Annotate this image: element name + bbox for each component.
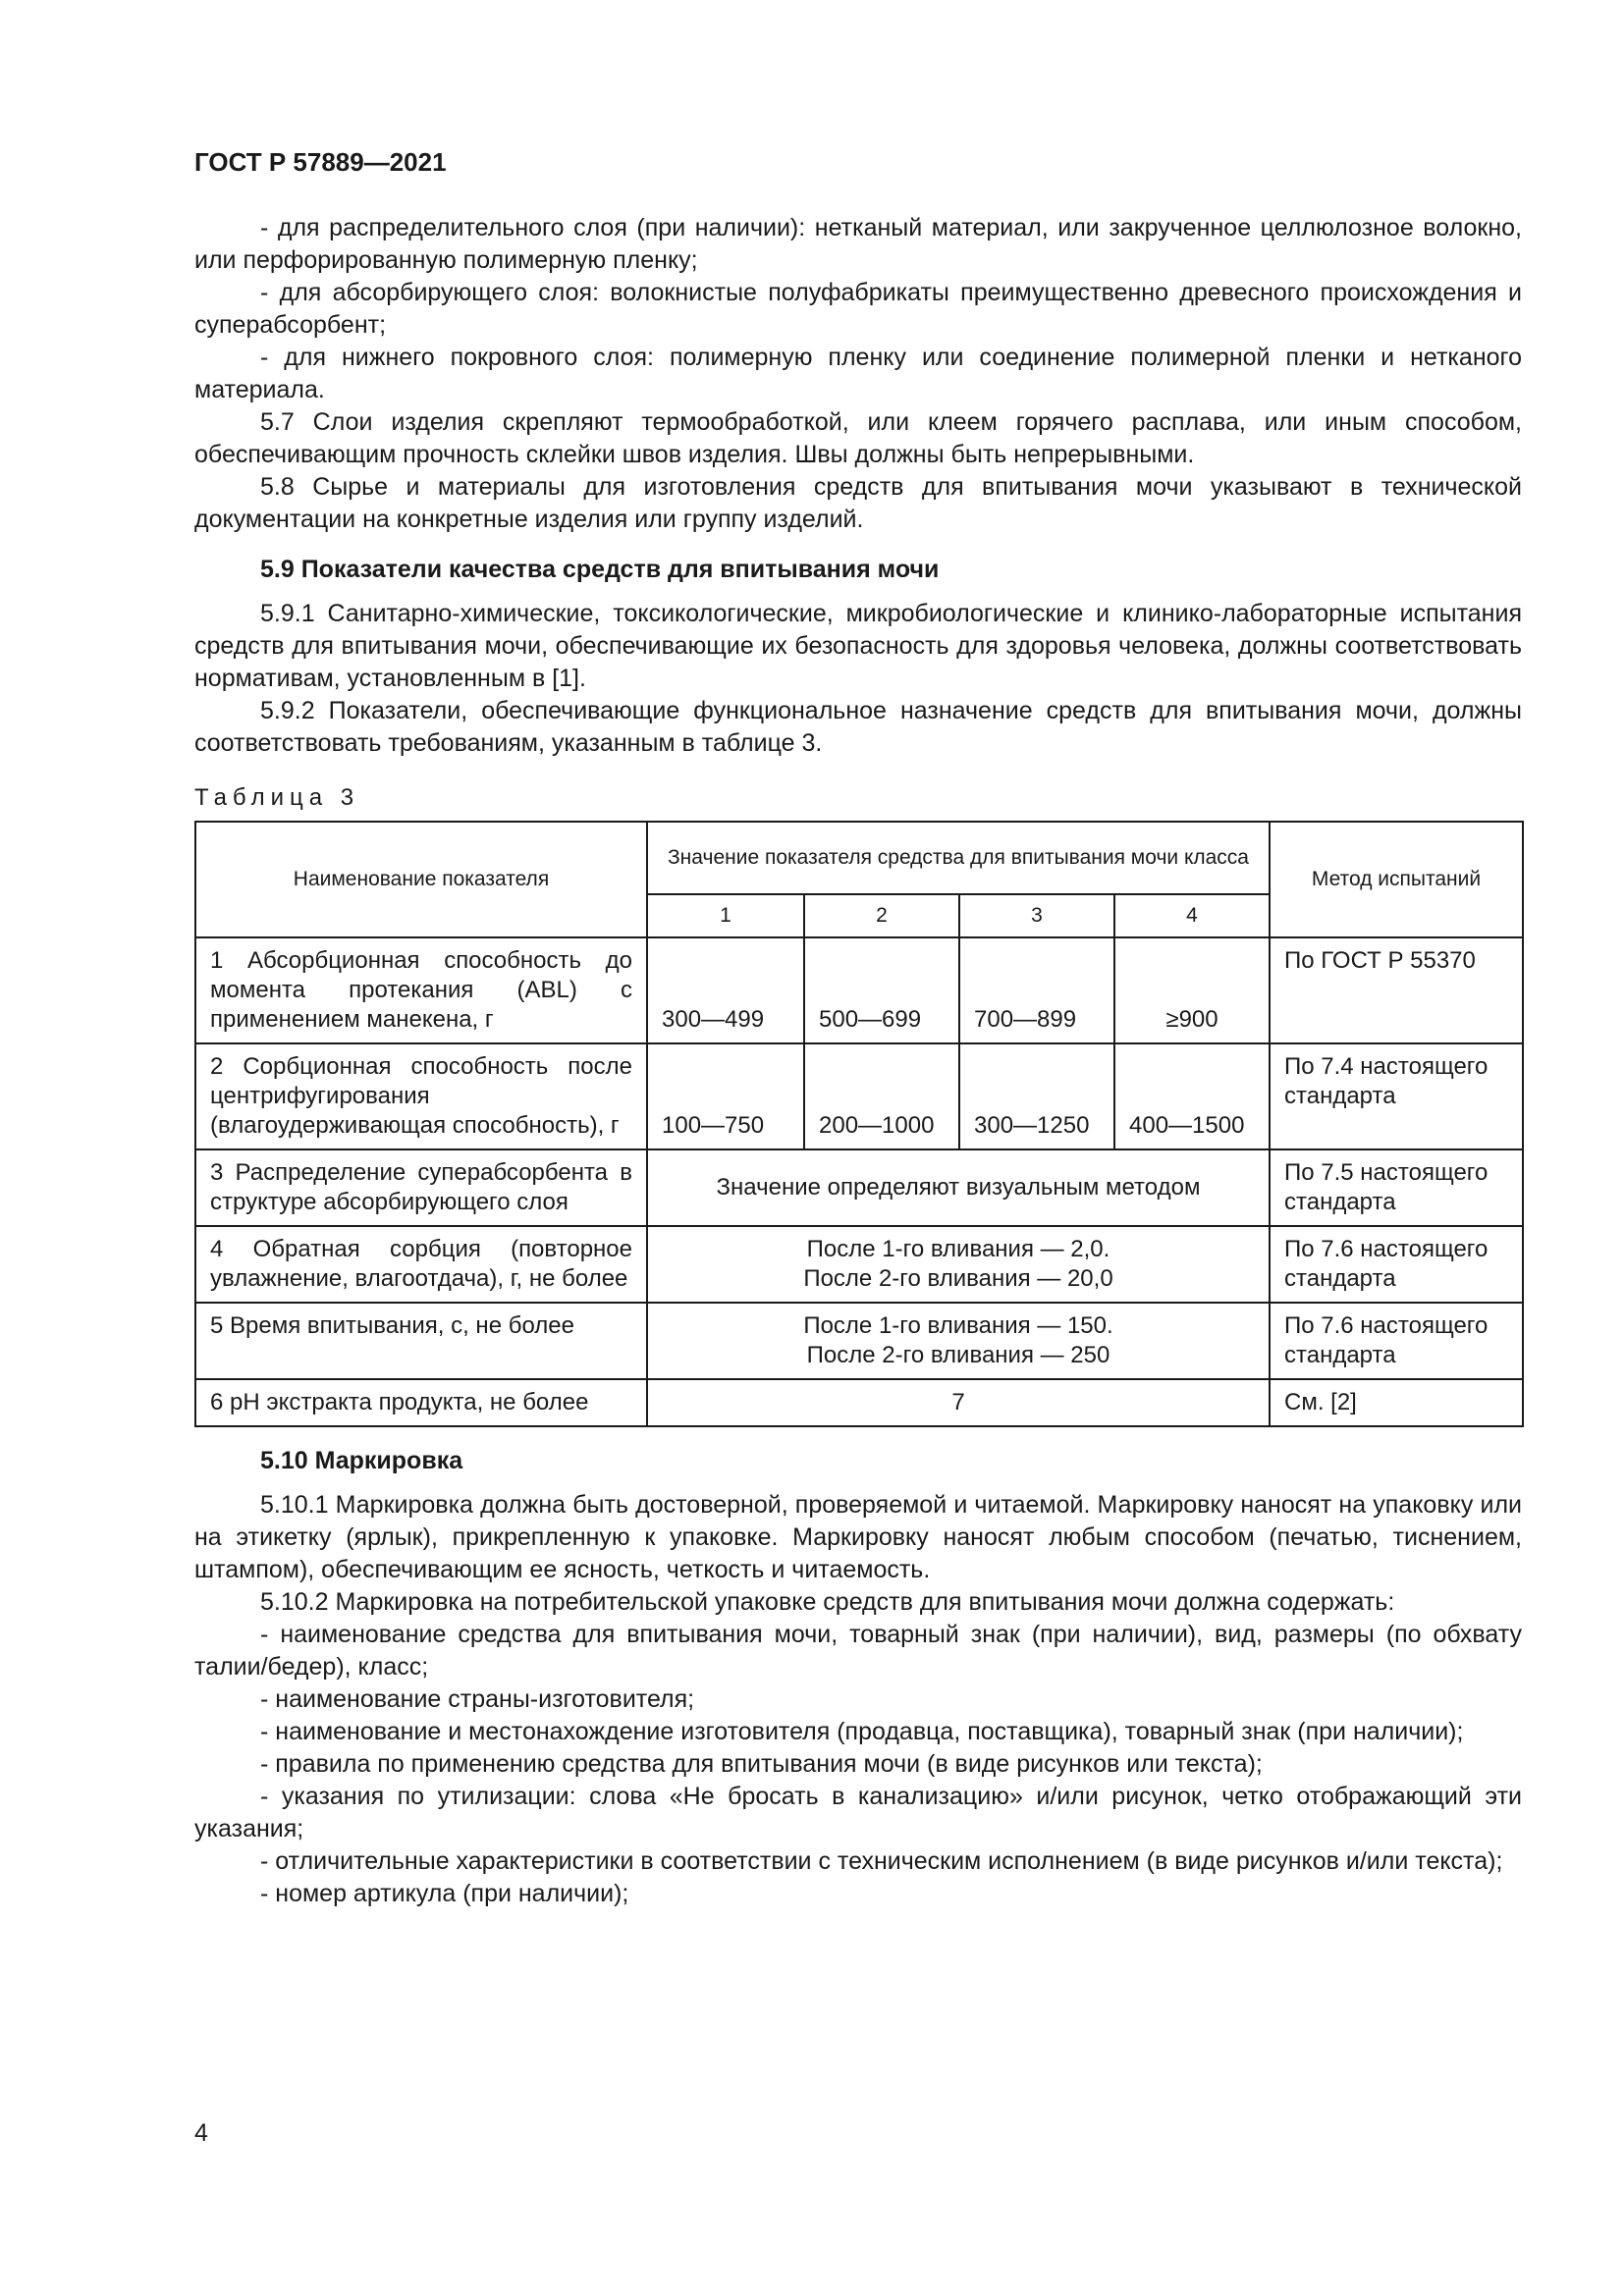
- merged-line: После 1-го вливания — 150.: [803, 1312, 1113, 1339]
- row-value: 700—899: [959, 937, 1114, 1043]
- paragraph: - для распределительного слоя (при наличии): нетканый материал, или закрученное целлюлозное волокно, или перфорированную полимерную пленку;: [194, 214, 1522, 274]
- header-class-1: 1: [647, 894, 804, 937]
- section-5-9: [194, 554, 1522, 760]
- section-heading: 5.10 Маркировка: [260, 1447, 463, 1474]
- row-value: 400—1500: [1114, 1043, 1270, 1149]
- row-name: 4 Обратная сорбция (повторное увлажнение, влагоотдача), г, не более: [195, 1226, 647, 1303]
- row-method: По ГОСТ Р 55370: [1270, 937, 1523, 1043]
- list-item: - отличительные характеристики в соответствии с техническим исполнением (в виде рисунков и/или текста);: [260, 1847, 1503, 1875]
- paragraph: 5.10.2 Маркировка на потребительской упаковке средств для впитывания мочи должна содержать:: [260, 1588, 1395, 1616]
- paragraph: 5.9.1 Санитарно-химические, токсикологические, микробиологические и клинико-лабораторные испытания средств для впитывания мочи, обеспечивающие их безопасность для здоровья человека, должны соответствовать нормативам, установленным в [1].: [194, 600, 1522, 692]
- table-row: [195, 1043, 1523, 1149]
- paragraph: 5.9.2 Показатели, обеспечивающие функциональное назначение средств для впитывания мочи, должны соответствовать требованиям, указанным в таблице 3.: [194, 697, 1522, 757]
- header-class-3: 3: [959, 894, 1114, 937]
- row-method: По 7.6 настоящего стандарта: [1270, 1303, 1523, 1379]
- list-item: - номер артикула (при наличии);: [260, 1880, 629, 1907]
- row-merged-value: [647, 1379, 1270, 1426]
- row-method: По 7.6 настоящего стандарта: [1270, 1226, 1523, 1303]
- table-row: [195, 1303, 1523, 1379]
- paragraph: 5.7 Слои изделия скрепляют термообработкой, или клеем горячего расплава, или иным способом, обеспечивающим прочность склейки швов изделия. Швы должны быть непрерывными.: [194, 408, 1522, 468]
- row-value: 100—750: [647, 1043, 804, 1149]
- header-method: Метод испытаний: [1270, 822, 1523, 937]
- list-item: - наименование средства для впитывания мочи, товарный знак (при наличии), вид, размеры (по обхвату талии/бедер), класс;: [194, 1621, 1522, 1681]
- section-5-10: [194, 1445, 1522, 1910]
- row-name: 6 pH экстракта продукта, не более: [195, 1379, 647, 1426]
- paragraph: - для абсорбирующего слоя: волокнистые полуфабрикаты преимущественно древесного происхождения и суперабсорбент;: [194, 279, 1522, 339]
- list-item: - правила по применению средства для впитывания мочи (в виде рисунков или текста);: [260, 1750, 1263, 1778]
- row-name: 2 Сорбционная способность после центрифугирования (влагоудерживающая способность), г: [195, 1043, 647, 1149]
- row-value: 300—499: [647, 937, 804, 1043]
- document-header: ГОСТ Р 57889—2021: [194, 147, 447, 177]
- header-name: Наименование показателя: [195, 822, 647, 937]
- list-item: - указания по утилизации: слова «Не бросать в канализацию» и/или рисунок, четко отображающий эти указания;: [194, 1783, 1522, 1842]
- header-value-group: Значение показателя средства для впитывания мочи класса: [647, 822, 1270, 894]
- row-value: 300—1250: [959, 1043, 1114, 1149]
- table-row: [195, 1226, 1523, 1303]
- row-method: По 7.4 настоящего стандарта: [1270, 1043, 1523, 1149]
- intro-section: [194, 212, 1522, 536]
- header-class-2: 2: [804, 894, 959, 937]
- row-value: 500—699: [804, 937, 959, 1043]
- row-name: 1 Абсорбционная способность до момента протекания (ABL) с применением манекена, г: [195, 937, 647, 1043]
- table-row: [195, 1379, 1523, 1426]
- table-row: [195, 1149, 1523, 1226]
- row-merged-value: [647, 1303, 1270, 1379]
- row-merged-value: [647, 1149, 1270, 1226]
- section-heading: 5.9 Показатели качества средств для впитывания мочи: [260, 556, 940, 583]
- merged-line: После 2-го вливания — 20,0: [803, 1265, 1113, 1292]
- row-value: ≥900: [1114, 937, 1270, 1043]
- quality-table: [194, 821, 1524, 1427]
- merged-line: Значение определяют визуальным методом: [716, 1174, 1201, 1201]
- header-class-4: 4: [1114, 894, 1270, 937]
- table-header-row: [195, 822, 1523, 894]
- list-item: - наименование страны-изготовителя;: [260, 1685, 695, 1713]
- paragraph: 5.8 Сырье и материалы для изготовления средств для впитывания мочи указывают в технической документации на конкретные изделия или группу изделий.: [194, 473, 1522, 533]
- merged-line: После 2-го вливания — 250: [806, 1342, 1110, 1368]
- document-page: [194, 147, 1522, 1910]
- merged-line: 7: [951, 1389, 965, 1415]
- row-method: См. [2]: [1270, 1379, 1523, 1426]
- row-method: По 7.5 настоящего стандарта: [1270, 1149, 1523, 1226]
- table-row: [195, 937, 1523, 1043]
- row-value: 200—1000: [804, 1043, 959, 1149]
- paragraph: 5.10.1 Маркировка должна быть достоверной, проверяемой и читаемой. Маркировку наносят на упаковку или на этикетку (ярлык), прикрепленную к упаковке. Маркировку наносят любым способом (печатью, тиснением, штампом), обеспечивающим ее ясность, четкость и читаемость.: [194, 1491, 1522, 1583]
- row-merged-value: [647, 1226, 1270, 1303]
- merged-line: После 1-го вливания — 2,0.: [806, 1236, 1110, 1262]
- row-name: 5 Время впитывания, с, не более: [195, 1303, 647, 1379]
- list-item: - наименование и местонахождение изготовителя (продавца, поставщика), товарный знак (при наличии);: [260, 1718, 1464, 1745]
- table-caption: Таблица 3: [194, 784, 360, 811]
- paragraph: - для нижнего покровного слоя: полимерную пленку или соединение полимерной пленки и нетканого материала.: [194, 344, 1522, 403]
- page-number: 4: [194, 2119, 208, 2147]
- row-name: 3 Распределение суперабсорбента в структуре абсорбирующего слоя: [195, 1149, 647, 1226]
